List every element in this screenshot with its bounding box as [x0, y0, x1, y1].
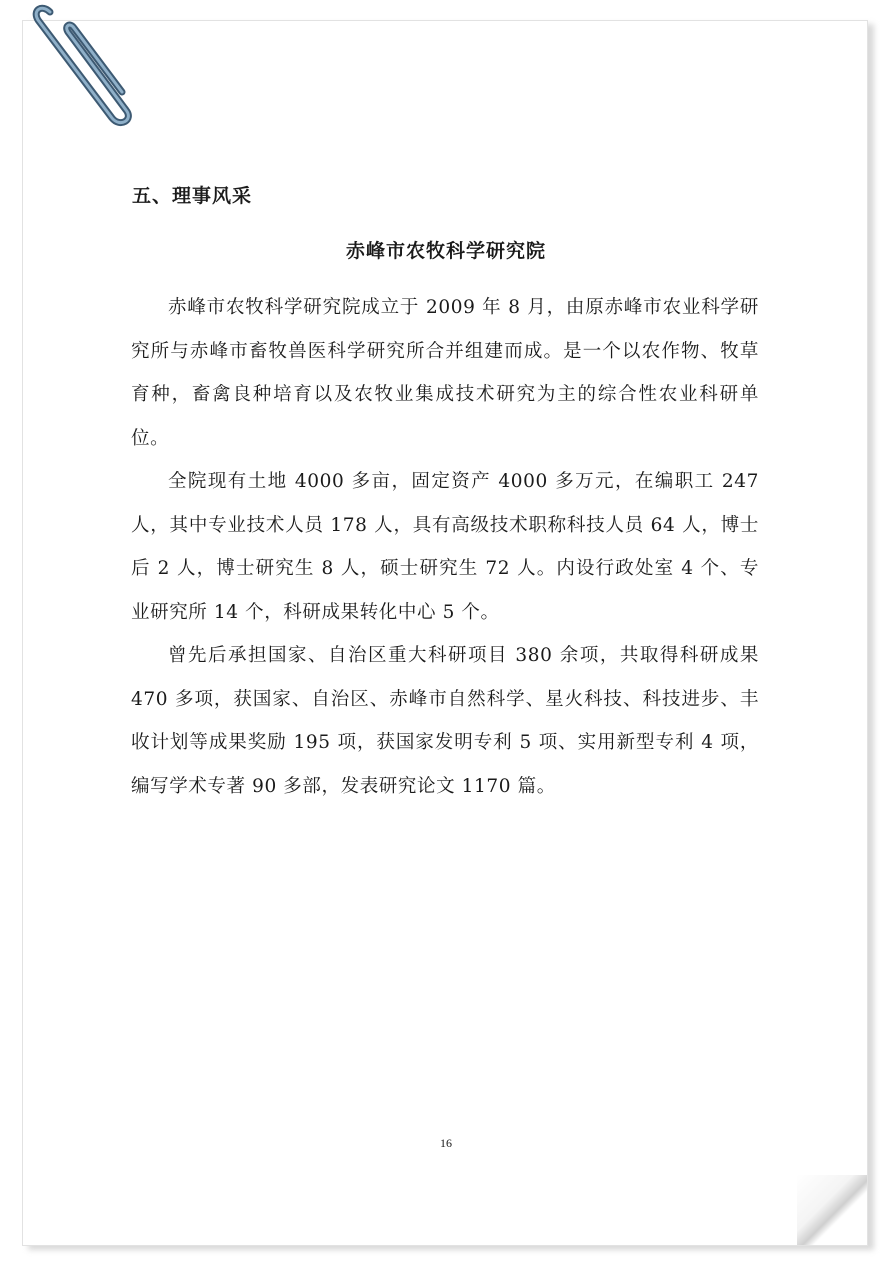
page-curl	[797, 1175, 867, 1245]
paragraph-3: 曾先后承担国家、自治区重大科研项目 380 余项，共取得科研成果 470 多项，获国家、自治区、赤峰市自然科学、星火科技、科技进步、丰收计划等成果奖励 195 项，获国家发明专利 5 项、实用新型专利 4 项，编写学术专著 90 多部，发表研究论文 1170 篇。	[131, 645, 759, 797]
section-heading: 五、理事风采	[132, 185, 253, 207]
document-page	[22, 20, 868, 1246]
paragraph-2: 全院现有土地 4000 多亩，固定资产 4000 多万元，在编职工 247 人，其中专业技术人员 178 人，具有高级技术职称科技人员 64 人，博士后 2 人，博士研究生 8 人，硕士研究生 72 人。内设行政处室 4 个、专业研究所 14 个，科研成果转化中心 5 个。	[131, 471, 759, 623]
page-number: 16	[440, 1136, 452, 1150]
paragraph-1: 赤峰市农牧科学研究院成立于 2009 年 8 月，由原赤峰市农业科学研究所与赤峰市畜牧兽医科学研究所合并组建而成。是一个以农作物、牧草育种，畜禽良种培育以及农牧业集成技术研究为主的综合性农业科研单位。	[131, 297, 759, 449]
paperclip-icon	[30, 0, 140, 130]
article-body	[131, 286, 759, 808]
article-title: 赤峰市农牧科学研究院	[345, 240, 546, 262]
